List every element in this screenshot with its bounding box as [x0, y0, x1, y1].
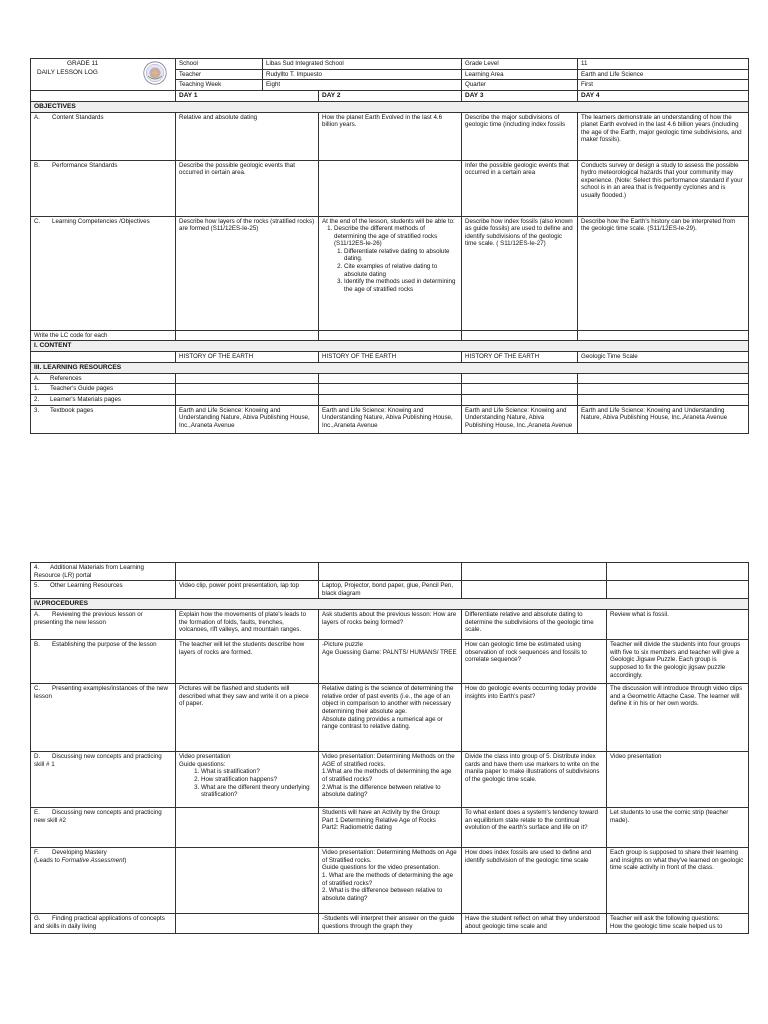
procedure-e-day4: Let students to use the comic strip (teacher made).	[607, 808, 749, 848]
procedure-d-row	[31, 752, 749, 808]
procedure-c-day2	[319, 684, 462, 752]
references-row	[31, 373, 749, 384]
competencies-day2-intro: At the end of the lesson, students will be able to:	[322, 217, 455, 225]
content-standards-day4: The learners demonstrate an understanding of how the planet Earth evolved in the last 4.6 billion years (including the age of the Earth, major geologic time subdivisions, and maker fossils).	[578, 112, 749, 160]
teachers-guide-day4	[578, 384, 749, 395]
school-value: Libas Sud Integrated School	[263, 59, 462, 70]
lc-code-day1	[176, 330, 319, 341]
procedure-f-label: F. Developing Mastery (Leads to Formative Assessment)	[31, 848, 176, 914]
procedure-d-day1-line2: Guide questions:	[179, 760, 226, 768]
procedure-g-day4-line2: How the geologic time scale helped us to	[610, 922, 723, 930]
content-day1: HISTORY OF THE EARTH	[176, 352, 319, 363]
grade-level-value: 11	[578, 59, 749, 70]
procedure-g-row	[31, 914, 749, 934]
procedure-f-day2	[319, 848, 462, 914]
grade-level-label: Grade Level	[462, 59, 578, 70]
textbook-day2: Earth and Life Science: Knowing and Understanding Nature, Abiva Publishing House, Inc.,Araneta Avenue	[319, 405, 462, 433]
procedure-b-row	[31, 640, 749, 684]
procedure-d-day2-line3: 2.What is the difference between relative to absolute dating?	[322, 783, 441, 799]
procedure-c-day4: The discussion will introduce through video clips and a Geometric Attache Case. The learner will define it in his or her own words.	[607, 684, 749, 752]
lc-code-day2	[319, 330, 462, 341]
learning-area-label: Learning Area	[462, 69, 578, 80]
procedure-e-day2-line2: Part 1 Determining Relative Age of Rocks	[322, 816, 436, 824]
textbook-label: 3. Textbook pages	[31, 405, 176, 433]
procedure-d-day1-line1: Video presentation	[179, 753, 231, 761]
lr-portal-day4	[607, 563, 749, 581]
procedure-g-day4-line1: Teacher will ask the following questions:	[610, 915, 720, 923]
procedure-g-day2: -Students will interpret their answer on the guide questions through the graph they	[319, 914, 462, 934]
learners-materials-day2	[319, 394, 462, 405]
day-header-blank	[31, 90, 176, 101]
grade-label: GRADE 11	[67, 60, 99, 67]
procedure-e-label: E. Discussing new concepts and practicing new skill #2	[31, 808, 176, 848]
procedure-b-label: B. Establishing the purpose of the lesson	[31, 640, 176, 684]
procedure-b-day2-line2: Age Guessing Game: PALNTS/ HUMANS/ TREE	[322, 648, 457, 656]
procedure-a-row	[31, 610, 749, 640]
procedure-f-day4: Each group is supposed to share their learning and insights on what they've learned on geologic time scale activity in front of the class.	[607, 848, 749, 914]
procedure-d-day1-q2: 2. How stratification happens?	[201, 776, 315, 784]
lr-portal-row	[31, 563, 749, 581]
teachers-guide-row	[31, 384, 749, 395]
content-day2: HISTORY OF THE EARTH	[319, 352, 462, 363]
procedure-a-day4: Review what is fossil.	[607, 610, 749, 640]
objectives-section-row	[31, 101, 749, 112]
performance-standards-row	[31, 160, 749, 216]
header-row-school	[31, 59, 749, 70]
quarter-value: First	[578, 80, 749, 91]
textbook-day1: Earth and Life Science: Knowing and Understanding Nature, Abiva Publishing House, Inc.,Araneta Avenue	[176, 405, 319, 433]
lr-portal-label: 4. Additional Materials from Learning Resource (LR) portal	[31, 563, 176, 581]
competencies-day2-sub3: 3. Identify the methods used in determining the age of stratified rocks	[344, 278, 458, 293]
procedure-d-day2	[319, 752, 462, 808]
procedure-e-day2-line1: Students will have an Activity by the Group:	[322, 809, 441, 817]
procedure-a-day2: Ask students about the previous lesson: How are layers of rocks being formed?	[319, 610, 462, 640]
procedure-f-day3: How does index fossils are used to define and identify subdivision of the geologic time scale	[462, 848, 607, 914]
procedure-b-day2-line1: -Picture puzzle	[322, 641, 363, 649]
procedure-b-day3: How can geologic time be estimated using observation of rock sequences and fossils to correlate sequence?	[462, 640, 607, 684]
other-resources-day1: Video clip, power point presentation, lap top	[176, 581, 319, 599]
lc-code-note: Write the LC code for each	[31, 330, 176, 341]
content-standards-day1: Relative and absolute dating	[176, 112, 319, 160]
learners-materials-day3	[462, 394, 578, 405]
procedure-a-day1: Explain how the movements of plate's leads to the formation of folds, faults, trenches, volcanoes, rift valleys, and mountain ranges.	[176, 610, 319, 640]
procedure-e-day2	[319, 808, 462, 848]
procedure-g-day1	[176, 914, 319, 934]
procedures-heading: IV.PROCEDURES	[31, 599, 749, 610]
procedure-f-day2-line4: 2. What is the difference between relative to absolute dating?	[322, 887, 443, 902]
performance-standards-day3: Infer the possible geologic events that occurred in a certain area	[462, 160, 578, 216]
procedure-b-day1: The teacher will let the students describe how layers of rocks are formed.	[176, 640, 319, 684]
content-row	[31, 352, 749, 363]
day1-header: DAY 1	[176, 90, 319, 101]
other-resources-day3	[462, 581, 607, 599]
competencies-day2-item1: 1. Describe the different methods of determining the age of stratified rocks (S11/12ES-Ie-26) 1. Differentiate relative dating to absolute dating. 2. Cite examples of relative dating to absolute dating 3. Identify the methods used in determining the age of stratified rocks	[334, 225, 458, 293]
day-header-row	[31, 90, 749, 101]
competencies-day3: Describe how index fossils (also known as guide fossils) are used to define and identify subdivisions of the geologic time scale. ( S11/12ES-Ie-27)	[462, 216, 578, 330]
performance-standards-day2	[319, 160, 462, 216]
procedure-g-label: G. Finding practical applications of concepts and skills in daily living	[31, 914, 176, 934]
day3-header: DAY 3	[462, 90, 578, 101]
references-label: A. References	[31, 373, 176, 384]
references-day3	[462, 373, 578, 384]
procedure-f-day2-line3: 1. What are the methods of determining the age of stratified rocks?	[322, 871, 454, 887]
content-standards-label: A. Content Standards	[31, 112, 176, 160]
procedure-c-day3: How do geologic events occurring today provide insights into Earth's past?	[462, 684, 607, 752]
procedure-c-day2-p2: Absolute dating provides a numerical age or range contrast to relative dating.	[322, 715, 443, 731]
procedure-c-day2-p1: Relative dating is the science of determining the relative order of past events (i.e., the age of an object in comparison to another with necessary determining their absolute age.	[322, 685, 454, 715]
header-title-cell	[31, 59, 176, 91]
competencies-day2	[319, 216, 462, 330]
competencies-label: C. Learning Competencies /Objectives	[31, 216, 176, 330]
content-standards-day2: How the planet Earth Evolved in the last 4.6 billion years.	[319, 112, 462, 160]
content-label-blank	[31, 352, 176, 363]
teacher-value: Rudyllto T. Impuesto	[263, 69, 462, 80]
textbook-day3: Earth and Life Science: Knowing and Understanding Nature, Abiva Publishing House, Inc.,Araneta Avenue	[462, 405, 578, 433]
day4-header: DAY 4	[578, 90, 749, 101]
competencies-day4: Describe how the Earth's history can be interpreted from the geologic time scale. (S11/12ES-Ie-29).	[578, 216, 749, 330]
procedures-section-row	[31, 599, 749, 610]
procedure-g-day4	[607, 914, 749, 934]
procedure-f-day2-line2: Guide questions for the video presentation.	[322, 864, 440, 872]
procedure-b-day2	[319, 640, 462, 684]
lc-code-day4	[578, 330, 749, 341]
other-resources-label: 5. Other Learning Resources	[31, 581, 176, 599]
school-label: School	[176, 59, 263, 70]
teachers-guide-day1	[176, 384, 319, 395]
procedure-g-day3: Have the student reflect on what they understood about geologic time scale and	[462, 914, 607, 934]
procedure-a-label: A. Reviewing the previous lesson or presenting the new lesson	[31, 610, 176, 640]
other-resources-day2: Laptop, Projector, bond paper, glue, Pencil Pen, black diagram	[319, 581, 462, 599]
procedure-c-label: C. Presenting examples/instances of the new lesson	[31, 684, 176, 752]
daily-lesson-log-title: DAILY LESSON LOG	[37, 68, 98, 76]
procedure-e-row	[31, 808, 749, 848]
content-day4: Geologic Time Scale	[578, 352, 749, 363]
other-resources-row	[31, 581, 749, 599]
procedure-d-day1-questions	[179, 768, 315, 798]
lesson-log-table-page1	[30, 58, 749, 434]
performance-standards-day1: Describe the possible geologic events that occurred in certain area.	[176, 160, 319, 216]
procedure-f-row	[31, 848, 749, 914]
day2-header: DAY 2	[319, 90, 462, 101]
learning-area-value: Earth and Life Science	[578, 69, 749, 80]
content-day3: HISTORY OF THE EARTH	[462, 352, 578, 363]
procedure-d-day4: Video presentation	[607, 752, 749, 808]
teaching-week-value: Eight	[263, 80, 462, 91]
learners-materials-day1	[176, 394, 319, 405]
procedure-f-day1	[176, 848, 319, 914]
procedure-e-day2-line3: Part2: Radiometric dating	[322, 824, 392, 832]
teaching-week-label: Teaching Week	[176, 80, 263, 91]
competencies-day2-sub2: 2. Cite examples of relative dating to absolute dating	[344, 263, 458, 278]
deped-seal-icon	[143, 61, 167, 85]
resources-section-row	[31, 362, 749, 373]
lr-portal-day2	[319, 563, 462, 581]
resources-heading: III. LEARNING RESOURCES	[31, 362, 749, 373]
procedure-d-day2-line1: Video presentation: Determining Methods on the AGE of stratified rocks.	[322, 753, 455, 768]
competencies-day1: Describe how layers of the rocks (stratified rocks) are formed (S11/12ES-Ie-25)	[176, 216, 319, 330]
learners-materials-row	[31, 394, 749, 405]
lr-portal-day3	[462, 563, 607, 581]
teachers-guide-label: 1. Teacher's Guide pages	[31, 384, 176, 395]
teacher-label: Teacher	[176, 69, 263, 80]
procedure-c-row	[31, 684, 749, 752]
procedure-e-day3: To what extent does a system's tendency toward an equilibrium state relate to the continual evolution of the earth's surface and life on it?	[462, 808, 607, 848]
objectives-heading: OBJECTIVES	[31, 101, 749, 112]
content-section-row	[31, 341, 749, 352]
procedure-c-day1: Pictures will be flashed and students will described what they saw and write it on a piece of paper.	[176, 684, 319, 752]
teachers-guide-day3	[462, 384, 578, 395]
competencies-day2-sublist	[334, 248, 458, 293]
competencies-row	[31, 216, 749, 330]
textbook-row	[31, 405, 749, 433]
procedure-d-day2-line2: 1.What are the methods of determining the age of stratified rocks?	[322, 768, 452, 783]
lc-code-day3	[462, 330, 578, 341]
teachers-guide-day2	[319, 384, 462, 395]
other-resources-day4	[607, 581, 749, 599]
procedure-a-day3: Differentiate relative and absolute dating to determine the subdivisions of the geologic time scale.	[462, 610, 607, 640]
competencies-day2-list	[322, 225, 458, 293]
quarter-label: Quarter	[462, 80, 578, 91]
lr-portal-day1	[176, 563, 319, 581]
procedure-d-day3: Divide the class into group of 5. Distribute index cards and have them use markers to write on the manila paper to make illustrations of subdivisions of the geologic time scale.	[462, 752, 607, 808]
content-standards-day3: Describe the major subdivisions of geologic time (including index fossils	[462, 112, 578, 160]
procedure-e-day1	[176, 808, 319, 848]
procedure-d-day1	[176, 752, 319, 808]
lesson-log-table-page2	[30, 562, 749, 934]
procedure-d-label: D. Discussing new concepts and practicing skill # 1	[31, 752, 176, 808]
competencies-day2-sub1: 1. Differentiate relative dating to absolute dating.	[344, 248, 458, 263]
lc-code-row	[31, 330, 749, 341]
procedure-b-day4: Teacher will divide the students into four groups with five to six members and teacher will give a Geologic Jigsaw Puzzle. Each group is supposed to fix the geologic jigsaw puzzle accordingly.	[607, 640, 749, 684]
procedure-d-day1-q3: 3. What are the different theory underlying stratification?	[201, 784, 315, 799]
references-day4	[578, 373, 749, 384]
textbook-day4: Earth and Life Science: Knowing and Understanding Nature, Abiva Publishing House, Inc.,Araneta Avenue	[578, 405, 749, 433]
references-day2	[319, 373, 462, 384]
performance-standards-day4: Conducts survey or design a study to assess the possible hydro meteorological hazards that your community may experience. (Note: Select this performance standard if your school is in an area that is frequently cyclones and is usually flooded.)	[578, 160, 749, 216]
references-day1	[176, 373, 319, 384]
learners-materials-day4	[578, 394, 749, 405]
performance-standards-label: B. Performance Standards	[31, 160, 176, 216]
content-heading: I. CONTENT	[31, 341, 749, 352]
procedure-d-day1-q1: 1. What is stratification?	[201, 768, 315, 776]
content-standards-row	[31, 112, 749, 160]
learners-materials-label: 2. Learner's Materials pages	[31, 394, 176, 405]
procedure-f-day2-line1: Video presentation: Determining Methods on Age of Stratified rocks.	[322, 849, 457, 864]
